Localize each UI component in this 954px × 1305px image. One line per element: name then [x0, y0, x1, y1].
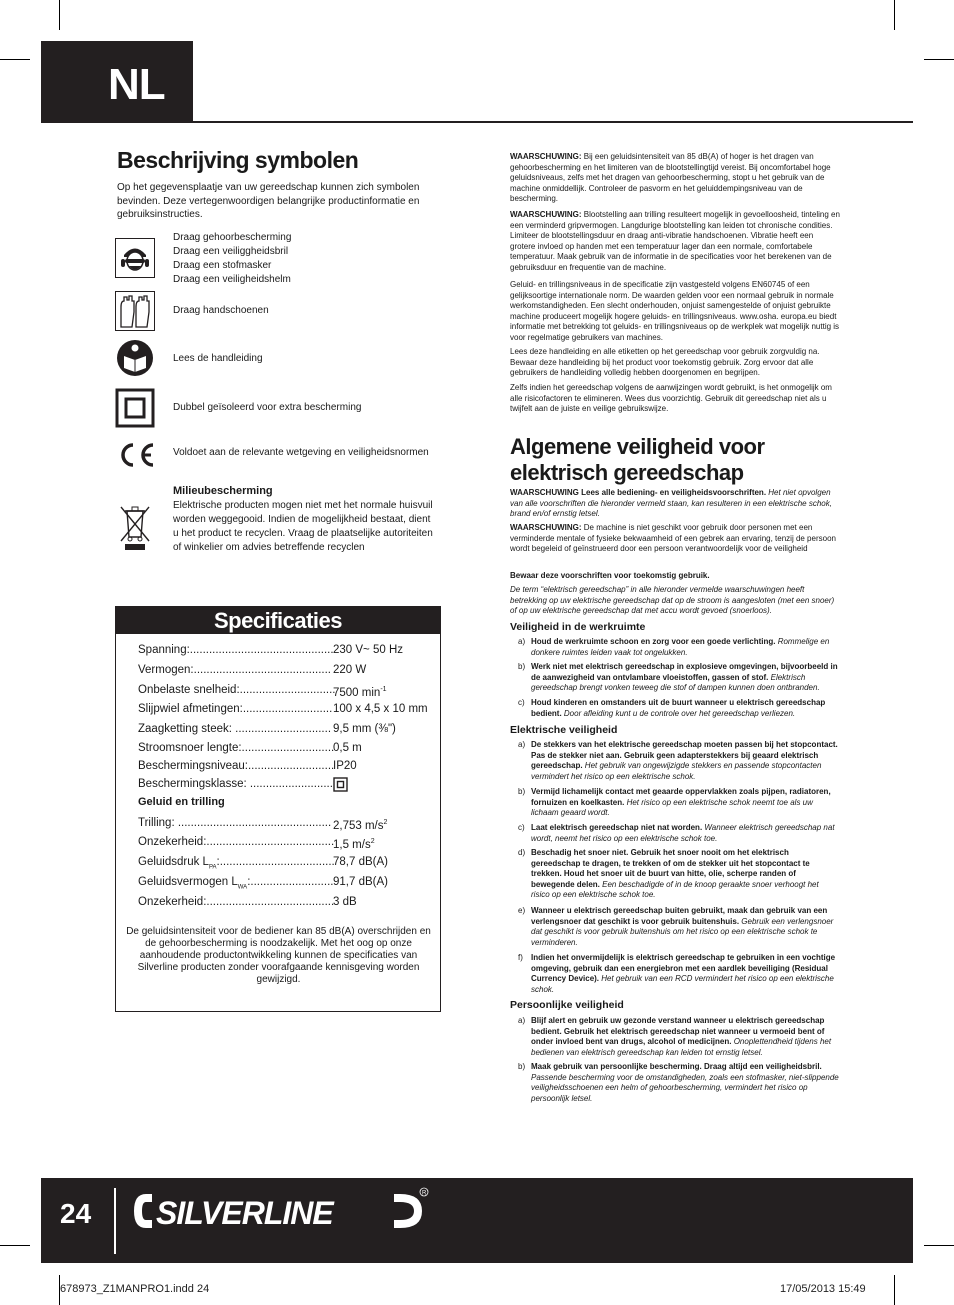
list-letter: a) — [518, 740, 526, 749]
spec-value: 3 dB — [333, 896, 357, 908]
list-italic: Door afleiding kunt u de controle over het gereedschap verliezen. — [561, 708, 796, 718]
subheading-personal: Persoonlijke veiligheid — [510, 999, 624, 1011]
list-italic: Het gebruik van ongewijzigde stekkers en passende stopcontacten vermindert het risico op een elektrische schok. — [531, 761, 822, 781]
list-italic: Elektrisch gereedschap brengt vonken teweeg die stof of dampen kunnen doen ontbranden. — [531, 672, 820, 693]
term-definition: De term “elektrisch gereedschap” in alle hieronder vermelde waarschuwingen heeft betrekking op uw elektrische gereedschap dat op de stroom is aangesloten (met een snoer) of op uw elektrische gereedschap dat met accu wordt gevoed (snoerloos). — [510, 585, 835, 616]
list-bold: Wanneer u elektrisch gereedschap buiten gebruikt, maak dan gebruik van een verlengsnoer dat geschikt is voor gebruik buitenshuis. — [531, 906, 828, 926]
list-text — [531, 787, 839, 819]
date-slug: 17/05/2013 15:49 — [780, 1283, 866, 1295]
crop-mark — [0, 1245, 30, 1246]
double-insulated-label: Dubbel geïsoleerd voor extra bescherming — [173, 402, 362, 413]
list-letter: a) — [518, 637, 526, 646]
spec-value-wrap — [333, 835, 375, 852]
gloves-icon — [115, 291, 155, 331]
spec-note: De geluidsintensiteit voor de bediener kan 85 dB(A) overschrijden en de gehoorbescherming is noodzakelijk. Met het oog op onze aanhoudende productontwikkeling kunnen de specificaties van Silverline producten zonder voorafgaande kennisgeving worden gewijzigd. — [126, 926, 431, 985]
spec-label-wrap — [138, 855, 335, 874]
spec-label: Onzekerheid:........................................ — [138, 836, 335, 848]
spec-value: 2,753 m/s — [333, 819, 384, 832]
list-text — [531, 740, 839, 782]
list-italic: Een beschadigde of in de knoop geraakte snoer verhoogt het risico op een elektrische schok toe. — [531, 879, 819, 900]
list-text — [531, 698, 839, 719]
logo-wordmark: SILVERLINE — [156, 1195, 333, 1231]
spec-label: Onbelaste snelheid:.............................. — [138, 684, 336, 696]
title-line-2: elektrisch gereedschap — [510, 460, 744, 485]
warning-text: Het niet opvolgen van alle voorschriften die hieronder vermeld staan, kan resulteren in een elektrische schok, brand en/of ernstig letsel. — [510, 488, 832, 519]
spec-label: Onzekerheid:........................................ — [138, 896, 335, 908]
spec-label-dots: :.......................... — [247, 876, 334, 888]
spec-sound-heading: Geluid en trilling — [138, 796, 225, 808]
crop-mark — [894, 1275, 895, 1305]
list-bold: Beschadig het snoer niet. Gebruik het snoer nooit om het elektrisch gereedschap te dragen, te trekken of om de stekker uit het stopcontact te trekken. Houd het snoer uit de buurt van hitte, olie, scherpe randen of bewegende delen. — [531, 848, 810, 889]
list-text — [531, 953, 839, 995]
warning-text: Bij een geluidsintensiteit van 85 dB(A) of hoger is het dragen van gehoorbescherming en het limiteren van de blootstellingtijd vereist. Bij oncomfortabel hoge geluidsniveaus, zelfs met het dragen van gehoorbescherming, stopt u het gebruik van de machine onmiddellijk. Controleer de pasvorm en het geluiddempingsniveau van de bescherming. — [510, 152, 831, 204]
weee-bin-icon — [115, 503, 155, 551]
warning-label: WAARSCHUWING Lees alle bediening- en veiligheidsvoorschriften. — [510, 488, 767, 497]
warning-noise — [510, 152, 840, 205]
ppe-icon — [115, 238, 155, 278]
spec-label: Vermogen:........................................... — [138, 664, 332, 676]
footer-divider — [114, 1188, 116, 1254]
list-letter: c) — [518, 698, 525, 707]
spec-value: 100 x 4,5 x 10 mm — [333, 703, 428, 715]
list-letter: d) — [518, 848, 526, 857]
warning-label: WAARSCHUWING: — [510, 152, 582, 161]
list-text — [531, 906, 839, 948]
warning-label: WAARSCHUWING: — [510, 210, 582, 219]
list-italic: Het gebruik van een RCD vermindert het risico op een elektrische schok. — [531, 974, 834, 994]
spec-title: Specificaties — [213, 608, 342, 633]
list-bold: Laat elektrisch gereedschap niet nat worden. — [531, 823, 703, 832]
language-code: NL — [108, 60, 165, 109]
subheading-electrical: Elektrische veiligheid — [510, 724, 618, 736]
env-heading: Milieubescherming — [173, 485, 273, 497]
ppe-label-mask: Draag een stofmasker — [173, 260, 272, 271]
gloves-label: Draag handschoenen — [173, 305, 269, 316]
env-text: Elektrische producten mogen niet met het normale huisvuil worden weggegooid. Indien de mogelijkheid bestaat, dient u het product te recyclen. Vraag de plaatselijke autoriteiten of winkelier om advies betreffende recyclen — [173, 500, 433, 553]
spec-label-wrap — [138, 875, 333, 894]
keep-instructions: Bewaar deze voorschriften voor toekomstig gebruik. — [510, 571, 710, 580]
spec-value: 7500 min — [333, 686, 381, 699]
list-text — [531, 848, 839, 901]
list-letter: b) — [518, 787, 526, 796]
manual-label: Lees de handleiding — [173, 353, 263, 364]
list-letter: b) — [518, 1062, 526, 1071]
list-bold: Blijf alert en gebruik uw gezonde verstand wanneer u elektrisch gereedschap bedient. Gebruik het elektrisch gereedschap niet wanneer u vermoeid bent of onder invloed bent van drugs, alcohol of medicijnen. — [531, 1016, 825, 1047]
double-insulated-icon — [115, 388, 155, 428]
list-letter: f) — [518, 953, 523, 962]
list-bold: De stekkers van het elektrische gereedschap moeten passen bij het stopcontact. Pas de stekker niet aan. Gebruik geen adapterstekkers bij geaard elektrisch gereedschap. — [531, 740, 838, 771]
spec-label-dots: :.................................... — [216, 856, 335, 868]
header-rule — [193, 121, 913, 123]
crop-mark — [59, 0, 60, 30]
list-italic: Onoplettendheid tijdens het bedienen van elektrisch gereedschap kan leiden tot ernstig letsel. — [531, 1037, 832, 1057]
spec-value-wrap — [333, 816, 387, 833]
spec-value: IP20 — [333, 760, 357, 772]
list-bold: Werk niet met elektrisch gereedschap in explosieve omgevingen, bijvoorbeeld in de aanwezigheid van ontvlambare vloeistoffen, gassen of stof. — [531, 662, 838, 682]
list-letter: e) — [518, 906, 526, 915]
subheading-workspace: Veiligheid in de werkruimte — [510, 621, 646, 633]
spec-value: 78,7 dB(A) — [333, 856, 388, 868]
file-slug: 678973_Z1MANPRO1.indd 24 — [60, 1283, 210, 1295]
spec-label: Trilling: ................................................ — [138, 817, 332, 829]
list-bold: Houd kinderen en omstanders uit de buurt wanneer u elektrisch gereedschap bedient. — [531, 698, 826, 718]
crop-mark — [0, 59, 30, 60]
general-warning-2 — [510, 523, 840, 555]
list-italic: Gebruik een verlengsnoer dat geschikt is voor gebruik buitenshuis om het risico op een elektrische schok te verminderen. — [531, 916, 834, 947]
list-bold: Maak gebruik van persoonlijke bescherming. Draag altijd een veiligheidsbril. — [531, 1062, 822, 1071]
spec-label: Geluidsvermogen L — [138, 876, 238, 888]
ppe-label-helmet: Draag een veiligheidshelm — [173, 274, 291, 285]
list-text — [531, 1016, 839, 1058]
spec-value: 9,5 mm (⅜") — [333, 723, 396, 735]
list-bold: Houd de werkruimte schoon en zorg voor een goede verlichting. — [531, 637, 776, 646]
crop-mark — [924, 1245, 954, 1246]
spec-sub: PA — [208, 864, 217, 871]
list-text — [531, 637, 839, 658]
svg-text:R: R — [422, 1190, 427, 1197]
warning-text: Blootstelling aan trilling resulteert mogelijk in gevoelloosheid, tinteling en een verminderd gripvermogen. Langdurige blootstelling kan leiden tot chronische condities. Limiteer de blootstellingsduur en draag anti-vibratie handschoenen. Vibratie heeft een grotere invloed op handen met een temperatuur lager dan een normale, comfortabele temperatuur. Maak gebruik van de informatie in de specificaties voor het berekenen van de gebruiksduur en frequentie van de machine. — [510, 210, 840, 272]
spec-value: 0,5 m — [333, 742, 362, 754]
para-read-manual: Lees deze handleiding en alle etiketten op het gereedschap voor gebruik zorgvuldig na. Bewaar deze handleiding bij het product voor toekomstig gebruik. Zorg ervoor dat alle gebruikers de handleiding volledig hebben doorgenomen en begrijpen. — [510, 347, 820, 378]
list-bold: Indien het onvermijdelijk is elektrisch gereedschap te gebruiken in een vochtige omgeving, gebruik dan een energiebron met een aardlek beveiliging (Residual Currency Device). — [531, 953, 836, 984]
list-text — [531, 823, 839, 844]
spec-sup: 2 — [370, 838, 375, 845]
list-italic: Rommelige en donkere ruimtes leiden vaak tot ongelukken. — [531, 637, 830, 657]
general-warning-1 — [510, 488, 840, 520]
spec-label: Beschermingsklasse: .......................... — [138, 778, 333, 790]
spec-label: Geluidsdruk L — [138, 856, 209, 868]
list-letter: a) — [518, 1016, 526, 1025]
spec-sup: -1 — [380, 686, 387, 693]
spec-value: 1,5 m/s — [333, 838, 371, 851]
silverline-logo — [132, 1186, 432, 1236]
para-risk: Zelfs indien het gereedschap volgens de aanwijzingen wordt gebruikt, is het onmogelijk om alle risicofactoren te elimineren. Wees dus voorzichtig. Gebruik dit gereedschap niet als u twijfelt aan de juiste en veilige gebruikswijze. — [510, 383, 832, 414]
symbols-title: Beschrijving symbolen — [117, 147, 359, 173]
spec-value: 230 V~ 50 Hz — [333, 644, 404, 656]
list-bold: Vermijd lichamelijk contact met geaarde oppervlakken zoals pijpen, radiatoren, fornuizen en koelkasten. — [531, 787, 831, 807]
title-line-1: Algemene veiligheid voor — [510, 434, 765, 459]
class-ii-icon — [333, 777, 348, 792]
warning-text: De machine is niet geschikt voor gebruik door personen met een verminderde mentale of fysieke bekwaamheid of een gebrek aan ervaring, tenzij de persoon wordt begeleid of geïnstrueerd door een persoon verantwoordelijk voor de veiligheid — [510, 523, 836, 554]
list-letter: c) — [518, 823, 525, 832]
list-italic: Passende bescherming voor de omstandigheden, zoals een stofmasker, niet-slippende veiligheidsschoenen een helm of gehoorbescherming, vermindert het risico op persoonlijk letsel. — [531, 1072, 839, 1103]
read-manual-icon — [115, 338, 155, 378]
list-text — [531, 1062, 839, 1104]
spec-label: Zaagketting steek: .............................. — [138, 723, 332, 735]
spec-label: Slijpwiel afmetingen:............................ — [138, 703, 333, 715]
para-levels: Geluid- en trillingsniveaus in de specificatie zijn vastgesteld volgens EN60745 of een gelijksoortige internationale norm. De waarden gelden voor een normaal gebruik in normale werkomstandigheden. Een slecht onderhouden, onjuist samengestelde of onjuist gebruikte machine produceert mogelijk hogere geluids- en trillingsniveaus. www.osha. europa.eu biedt informatie met betrekking tot geluids- en trillingsniveaus op de werkplek wat mogelijk nuttig is voor regelmatige gebruikers van machines. — [510, 280, 840, 342]
warning-vibration — [510, 210, 840, 274]
spec-label: Beschermingsniveau:........................... — [138, 760, 335, 772]
list-letter: b) — [518, 662, 526, 671]
list-italic: Wanneer elektrisch gereedschap nat wordt, neemt het risico op een elektrische schok toe. — [531, 823, 835, 843]
spec-value: 91,7 dB(A) — [333, 876, 388, 888]
ppe-label-hearing: Draag gehoorbescherming — [173, 232, 292, 243]
crop-mark — [894, 0, 895, 30]
ce-mark-icon — [115, 435, 155, 475]
spec-label: Spanning:............................................. — [138, 644, 334, 656]
spec-sup: 2 — [383, 819, 388, 826]
page-number: 24 — [60, 1198, 92, 1229]
crop-mark — [924, 59, 954, 60]
spec-label: Stroomsnoer lengte:............................. — [138, 742, 335, 754]
ppe-label-goggles: Draag een veiliggheidsbril — [173, 246, 289, 257]
general-safety-title — [510, 434, 840, 486]
spec-sub: WA — [237, 884, 248, 891]
list-italic: Het risico op een elektrische schok neemt toe als uw lichaam geaard wordt. — [531, 797, 813, 818]
spec-value: 220 W — [333, 664, 367, 676]
ce-label: Voldoet aan de relevante wetgeving en veiligheidsnormen — [173, 447, 429, 458]
list-text — [531, 662, 839, 694]
spec-value-wrap — [333, 683, 387, 700]
symbols-intro: Op het gegevensplaatje van uw gereedschap kunnen zich symbolen bevinden. Deze vertegenwoordigen belangrijke productinformatie en gebruiksinstructies. — [117, 182, 420, 220]
warning-label: WAARSCHUWING: — [510, 523, 582, 532]
